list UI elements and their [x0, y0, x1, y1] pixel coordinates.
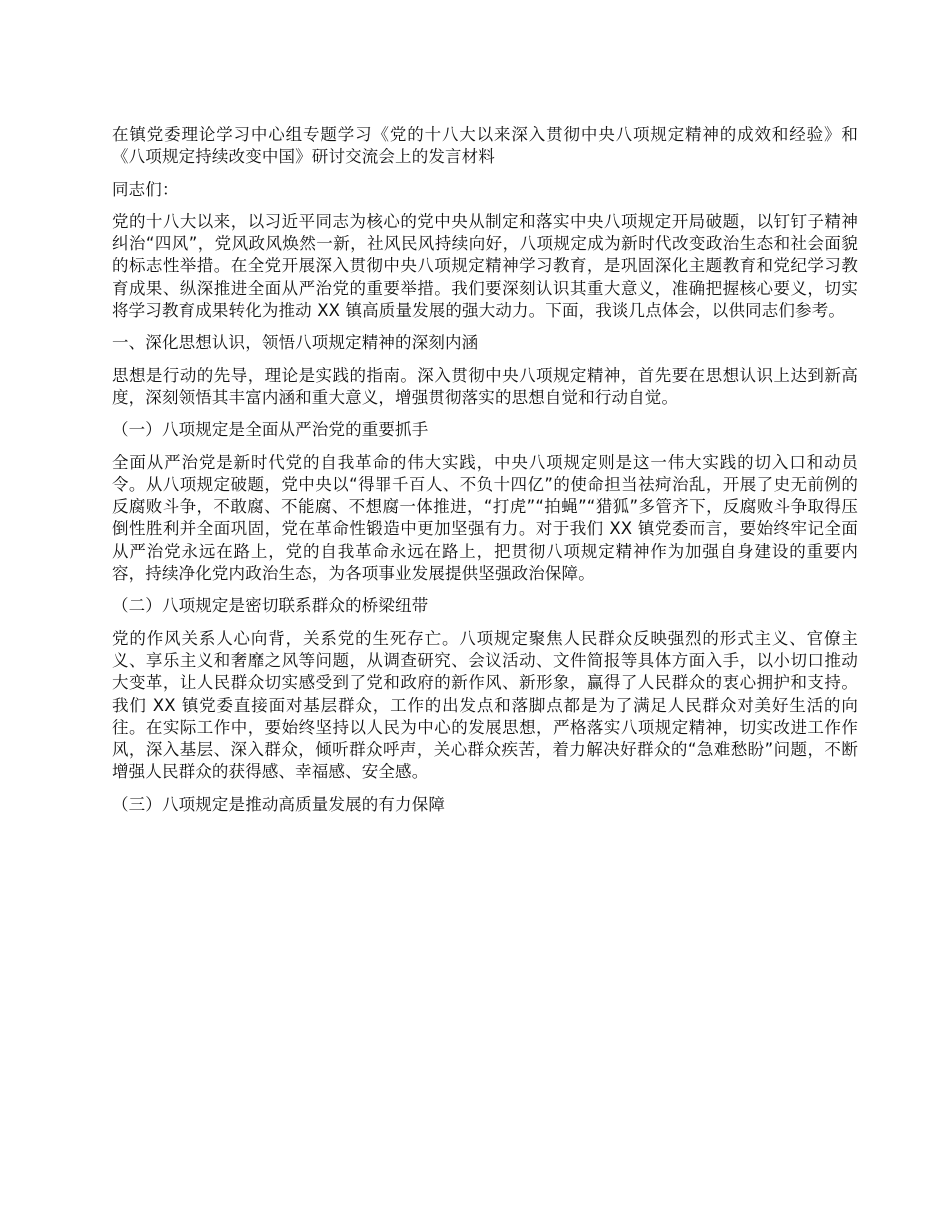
subsection-2-heading: （二）八项规定是密切联系群众的桥梁纽带	[112, 596, 429, 616]
section-1-body: 思想是行动的先导，理论是实践的指南。深入贯彻中央八项规定精神，首先要在思想认识上达到新高度，深刻领悟其丰富内涵和重大意义，增强贯彻落实的思想自觉和行动自觉。	[112, 365, 858, 407]
subsection-1-body: 全面从严治党是新时代党的自我革命的伟大实践，中央八项规定则是这一伟大实践的切入口和动员令。从八项规定破题，党中央以“得罪千百人、不负十四亿”的使命担当祛疴治乱，开展了史无前例的反腐败斗争，不敢腐、不能腐、不想腐一体推进，“打虎”“拍蝇”“猎狐”多管齐下，反腐败斗争取得压倒性胜利并全面巩固，党在革命性锻造中更加坚强有力。对于我们 XX 镇党委而言，要始终牢记全面从严治党永远在路上，党的自我革命永远在路上，把贯彻八项规定精神作为加强自身建设的重要内容，持续净化党内政治生态，为各项事业发展提供坚强政治保障。	[112, 452, 858, 584]
subsection-3-heading: （三）八项规定是推动高质量发展的有力保障	[112, 794, 445, 814]
document-page	[112, 124, 858, 826]
greeting: 同志们：	[112, 179, 179, 199]
section-1-heading: 一、深化思想认识，领悟八项规定精神的深刻内涵	[112, 333, 479, 353]
document-title: 在镇党委理论学习中心组专题学习《党的十八大以来深入贯彻中央八项规定精神的成效和经验》和《八项规定持续改变中国》研讨交流会上的发言材料	[112, 125, 858, 167]
subsection-2-body: 党的作风关系人心向背，关系党的生死存亡。八项规定聚焦人民群众反映强烈的形式主义、官僚主义、享乐主义和奢靡之风等问题，从调查研究、会议活动、文件简报等具体方面入手，以小切口推动大变革，让人民群众切实感受到了党和政府的新作风、新形象，赢得了人民群众的衷心拥护和支持。我们 XX 镇党委直接面对基层群众，工作的出发点和落脚点都是为了满足人民群众对美好生活的向往。在实际工作中，要始终坚持以人民为中心的发展思想，严格落实八项规定精神，切实改进工作作风，深入基层、深入群众，倾听群众呼声，关心群众疾苦，着力解决好群众的“急难愁盼”问题，不断增强人民群众的获得感、幸福感、安全感。	[112, 628, 858, 782]
subsection-1-heading: （一）八项规定是全面从严治党的重要抓手	[112, 420, 429, 440]
intro-paragraph: 党的十八大以来，以习近平同志为核心的党中央从制定和落实中央八项规定开局破题，以钉钉子精神纠治“四风”，党风政风焕然一新，社风民风持续向好，八项规定成为新时代改变政治生态和社会面貌的标志性举措。在全党开展深入贯彻中央八项规定精神学习教育，是巩固深化主题教育和党纪学习教育成果、纵深推进全面从严治党的重要举措。我们要深刻认识其重大意义，准确把握核心要义，切实将学习教育成果转化为推动 XX 镇高质量发展的强大动力。下面，我谈几点体会，以供同志们参考。	[112, 211, 858, 321]
